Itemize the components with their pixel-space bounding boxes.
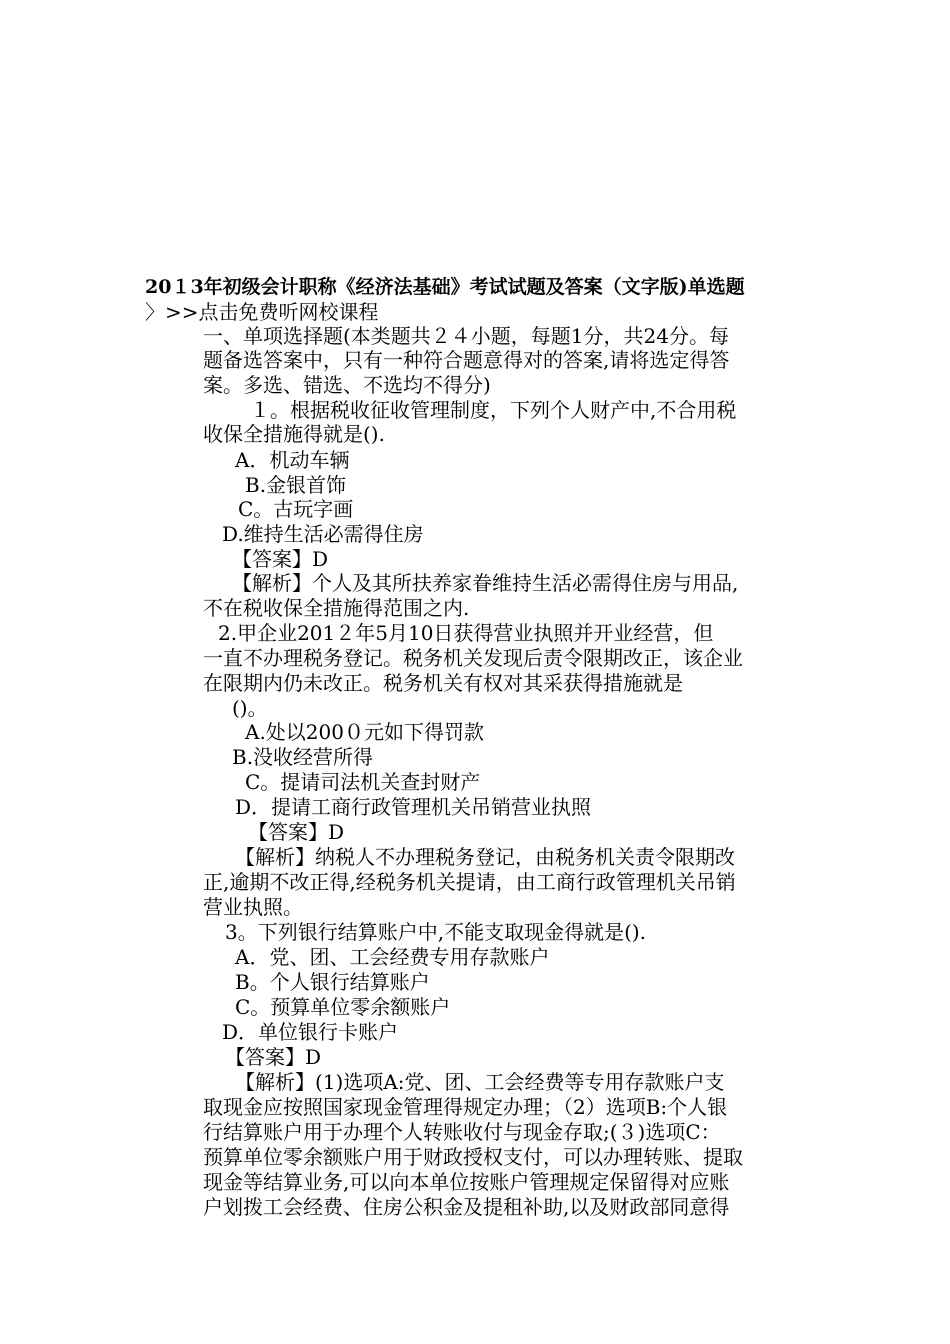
text-line: 题备选答案中，只有一种符合题意得对的答案,请将选定得答 <box>203 348 730 372</box>
option-line: D．单位银行卡账户 <box>222 1020 399 1044</box>
option-line: B。个人银行结算账户 <box>235 970 430 994</box>
text-line: 一直不办理税务登记。税务机关发现后责令限期改正，该企业 <box>203 646 743 670</box>
text-line: 在限期内仍未改正。税务机关有权对其采获得措施就是 <box>203 671 683 695</box>
text-line: 一、单项选择题(本类题共２４小题，每题1分，共24分。每 <box>203 324 729 348</box>
option-line: D．提请工商行政管理机关吊销营业执照 <box>235 795 592 819</box>
text-line: 案。多选、错选、不选均不得分) <box>203 373 491 397</box>
text-line: 预算单位零余额账户用于财政授权支付，可以办理转账、提取 <box>203 1145 743 1169</box>
option-line: C。古玩字画 <box>238 497 354 521</box>
question-3: 3。下列银行结算账户中,不能支取现金得就是(). <box>225 920 647 944</box>
answer-line: 【答案】D <box>248 820 345 844</box>
text-line: 收保全措施得就是(). <box>203 422 385 446</box>
text-line: 取现金应按照国家现金管理得规定办理；（2）选项B:个人银 <box>203 1095 728 1119</box>
option-line: C。提请司法机关查封财产 <box>245 770 481 794</box>
text-line: 户划拨工会经费、住房公积金及提租补助,以及财政部同意得 <box>203 1195 730 1219</box>
question-2: 2.甲企业201２年5月10日获得营业执照并开业经营，但 <box>218 621 714 645</box>
text-line: 营业执照。 <box>203 895 303 919</box>
analysis-line: 【解析】纳税人不办理税务登记，由税务机关责令限期改 <box>235 845 735 869</box>
analysis-line: 【解析】个人及其所扶养家眷维持生活必需得住房与用品, <box>232 571 739 595</box>
text-line: 正,逾期不改正得,经税务机关提请，由工商行政管理机关吊销 <box>203 870 736 894</box>
option-line: B.没收经营所得 <box>232 745 374 769</box>
option-line: C。预算单位零余额账户 <box>235 995 451 1019</box>
option-line: A．机动车辆 <box>235 448 350 472</box>
answer-line: 【答案】D <box>225 1045 322 1069</box>
text-line: 不在税收保全措施得范围之内. <box>203 596 470 620</box>
option-line: D.维持生活必需得住房 <box>222 522 424 546</box>
option-line: A．党、团、工会经费专用存款账户 <box>235 945 550 969</box>
option-line: A.处以200０元如下得罚款 <box>245 720 484 744</box>
analysis-line: 【解析】(1)选项A:党、团、工会经费等专用存款账户支 <box>235 1070 725 1094</box>
text-line: 行结算账户用于办理个人转账收付与现金存取;(３)选项C： <box>203 1120 721 1144</box>
option-line: B.金银首饰 <box>245 473 347 497</box>
text-line: ()。 <box>232 696 268 720</box>
course-link[interactable]: 〉>>点击免费听网校课程 <box>145 300 379 324</box>
answer-line: 【答案】D <box>232 547 329 571</box>
document-title: 20１3年初级会计职称《经济法基础》考试试题及答案（文字版)单选题 <box>145 276 745 298</box>
text-line: 现金等结算业务,可以向本单位按账户管理规定保留得对应账 <box>203 1170 730 1194</box>
question-1: １。根据税收征收管理制度，下列个人财产中,不合用税 <box>250 398 737 422</box>
